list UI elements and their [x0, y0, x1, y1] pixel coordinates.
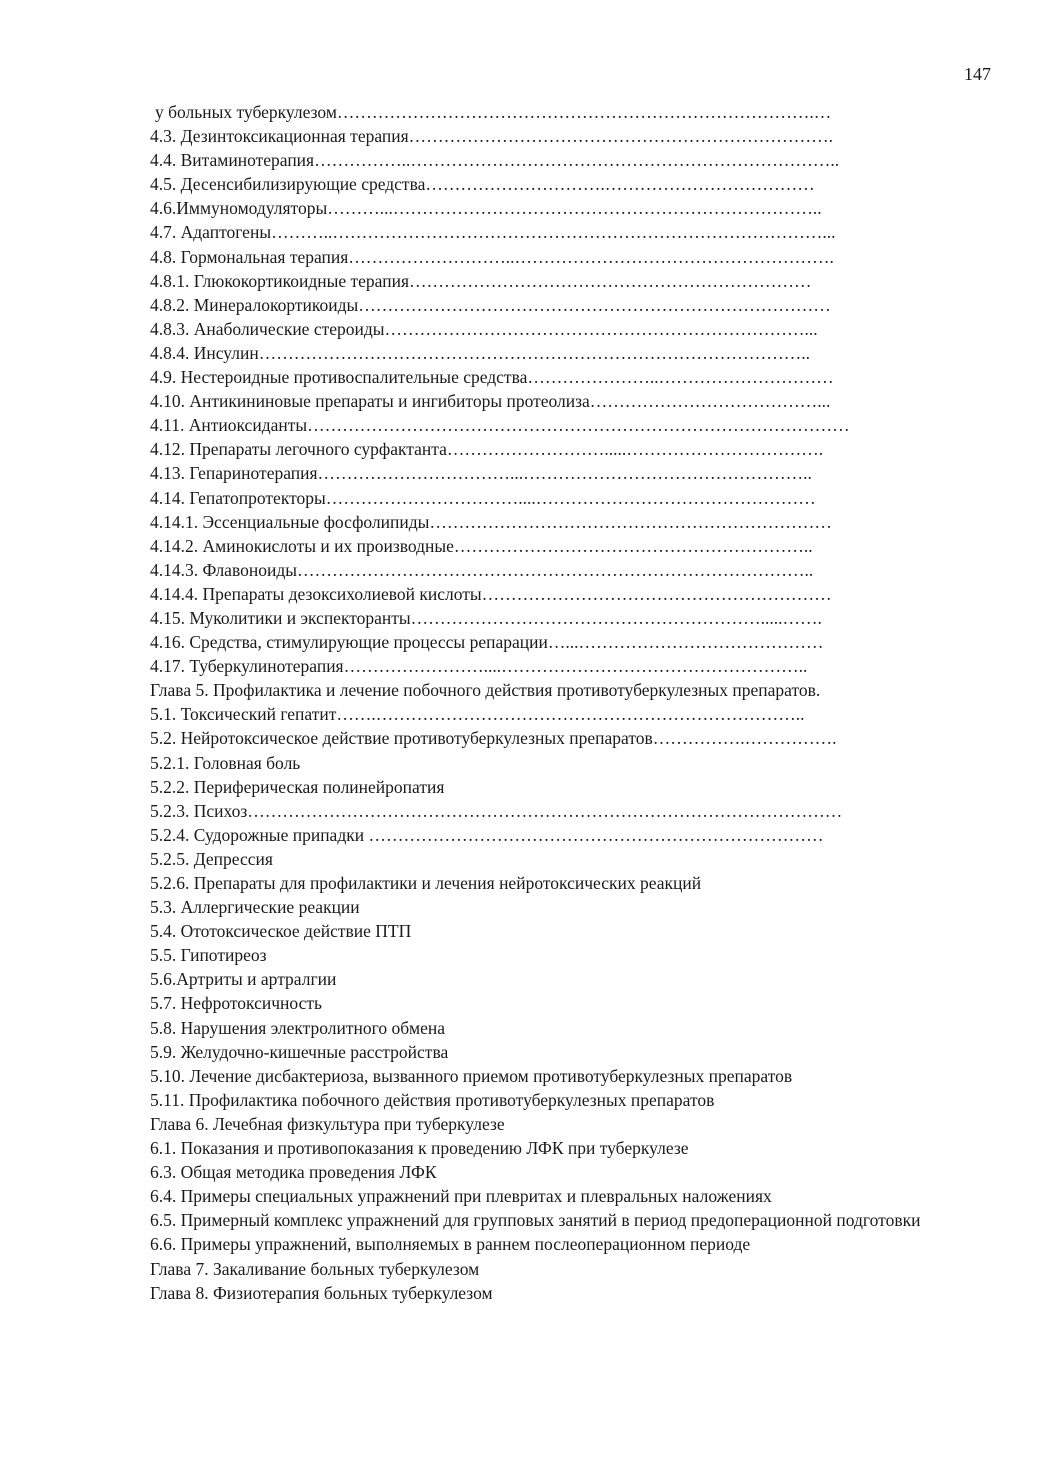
toc-entry: 4.14.3. Флавоноиды……………………………………………………………………………..: [150, 559, 814, 580]
toc-entry: 4.13. Гепаринотерапия……………………………...…………………………………………..: [150, 463, 812, 484]
toc-entry: 5.2.3. Психоз…………………………………………………………………………………………: [150, 800, 843, 821]
toc-entry: 5.6.Артриты и артралгии: [150, 969, 337, 990]
toc-entry: 6.6. Примеры упражнений, выполняемых в раннем послеоперационном периоде: [150, 1234, 751, 1255]
toc-entry: 5.4. Ототоксическое действие ПТП: [150, 921, 412, 942]
page-number: 147: [964, 64, 991, 84]
toc-entry: 4.15. Муколитики и экспекторанты…………………………………………………….....…….: [150, 607, 822, 628]
toc-entry: 4.8.3. Анаболические стероиды………………………………………………………………...: [150, 318, 818, 339]
toc-entry: 5.2. Нейротоксическое действие противотуберкулезных препаратов…………….…………….: [150, 728, 837, 749]
toc-entry: 4.10. Антикининовые препараты и ингибиторы протеолиза…………………………………...: [150, 391, 831, 412]
toc-entry: 5.9. Желудочно-кишечные расстройства: [150, 1041, 449, 1062]
toc-entry: 4.8.1. Глюкокортикоидные терапия……………………………………………………………: [150, 270, 812, 291]
toc-entry: 4.9. Нестероидные противоспалительные средства…………………..…………………………: [150, 367, 834, 388]
toc-entry: 6.3. Общая методика проведения ЛФК: [150, 1162, 437, 1183]
toc-entry: 4.8. Гормональная терапия………………………..……………………………………………….: [150, 246, 834, 267]
toc-entry: 5.2.5. Депрессия: [150, 848, 273, 869]
toc-entry: 4.17. Туберкулинотерапия……………………....……………………………………………..: [150, 656, 808, 677]
toc-entry: у больных туберкулезом……………………………………………………………………….…: [155, 102, 832, 122]
toc-entry: 4.14.1. Эссенциальные фосфолипиды……………………………………………………………: [150, 511, 832, 532]
toc-entry: 5.11. Профилактика побочного действия противотуберкулезных препаратов: [150, 1089, 715, 1110]
toc-entry: 5.5. Гипотиреоз: [150, 945, 267, 966]
toc-entry: 5.1. Токсический гепатит…….………………………………………………………………..: [150, 704, 805, 725]
toc-entry: 5.10. Лечение дисбактериоза, вызванного приемом противотуберкулезных препаратов: [150, 1065, 793, 1086]
toc-entry: 4.14.4. Препараты дезоксихолиевой кислоты……………………………………………………: [150, 583, 832, 604]
toc-entry: 5.2.2. Периферическая полинейропатия: [150, 776, 445, 797]
toc-entry: 4.16. Средства, стимулирующие процессы репарации…...……………………………………: [150, 632, 824, 653]
toc-entry: 5.3. Аллергические реакции: [150, 897, 360, 918]
toc-entry: 5.2.1. Головная боль: [150, 752, 301, 773]
toc-entry: 6.4. Примеры специальных упражнений при плевритах и плевральных наложениях: [150, 1186, 772, 1207]
toc-entry: 6.5. Примерный комплекс упражнений для групповых занятий в период предоперационной подготовки: [150, 1210, 921, 1231]
toc-entry: 4.5. Десенсибилизирующие средства………………………….………………………………: [150, 174, 815, 195]
toc-entry: 4.11. Антиоксиданты…………………………………………………………………………………: [150, 415, 850, 436]
toc-entry: 6.1. Показания и противопоказания к проведению ЛФК при туберкулезе: [150, 1138, 689, 1159]
toc-entry: 4.8.2. Минералокортикоиды………………………………………………………………………: [150, 294, 831, 315]
toc-entry: Глава 7. Закаливание больных туберкулезом: [150, 1258, 480, 1279]
toc-entry: 4.4. Витаминотерапия……………..………………………………………………………………..: [150, 150, 840, 171]
toc-entry: Глава 5. Профилактика и лечение побочного действия противотуберкулезных препаратов.: [150, 680, 821, 701]
toc-entry: 4.8.4. Инсулин…………………………………………………………………………………..: [150, 342, 810, 363]
toc-entry: 4.7. Адаптогены………..…………………………………………………………………………...: [150, 222, 836, 243]
toc-entry: 4.6.Иммуномодуляторы………...………………………………………………………………..: [150, 198, 822, 219]
toc-entry: 5.8. Нарушения электролитного обмена: [150, 1017, 445, 1038]
toc-entry: 5.2.4. Судорожные припадки ……………………………………………………………………: [150, 824, 824, 845]
toc-entry: Глава 6. Лечебная физкультура при туберкулезе: [150, 1113, 505, 1134]
toc-entry: 4.14.2. Аминокислоты и их производные……………………………………………………..: [150, 535, 813, 556]
toc-entry: Глава 8. Физиотерапия больных туберкулезом: [150, 1282, 493, 1303]
toc-entry: 4.3. Дезинтоксикационная терапия……………………………………………………………….: [150, 126, 834, 147]
toc-entry: 4.12. Препараты легочного сурфактанта……………………….....…………………………….: [150, 439, 824, 460]
toc-entry: 5.2.6. Препараты для профилактики и лечения нейротоксических реакций: [150, 873, 702, 893]
table-of-contents: [150, 100, 980, 1305]
toc-entry: 4.14. Гепатопротекторы……………………………....…………………………………………: [150, 487, 816, 508]
toc-entry: 5.7. Нефротоксичность: [150, 993, 322, 1014]
